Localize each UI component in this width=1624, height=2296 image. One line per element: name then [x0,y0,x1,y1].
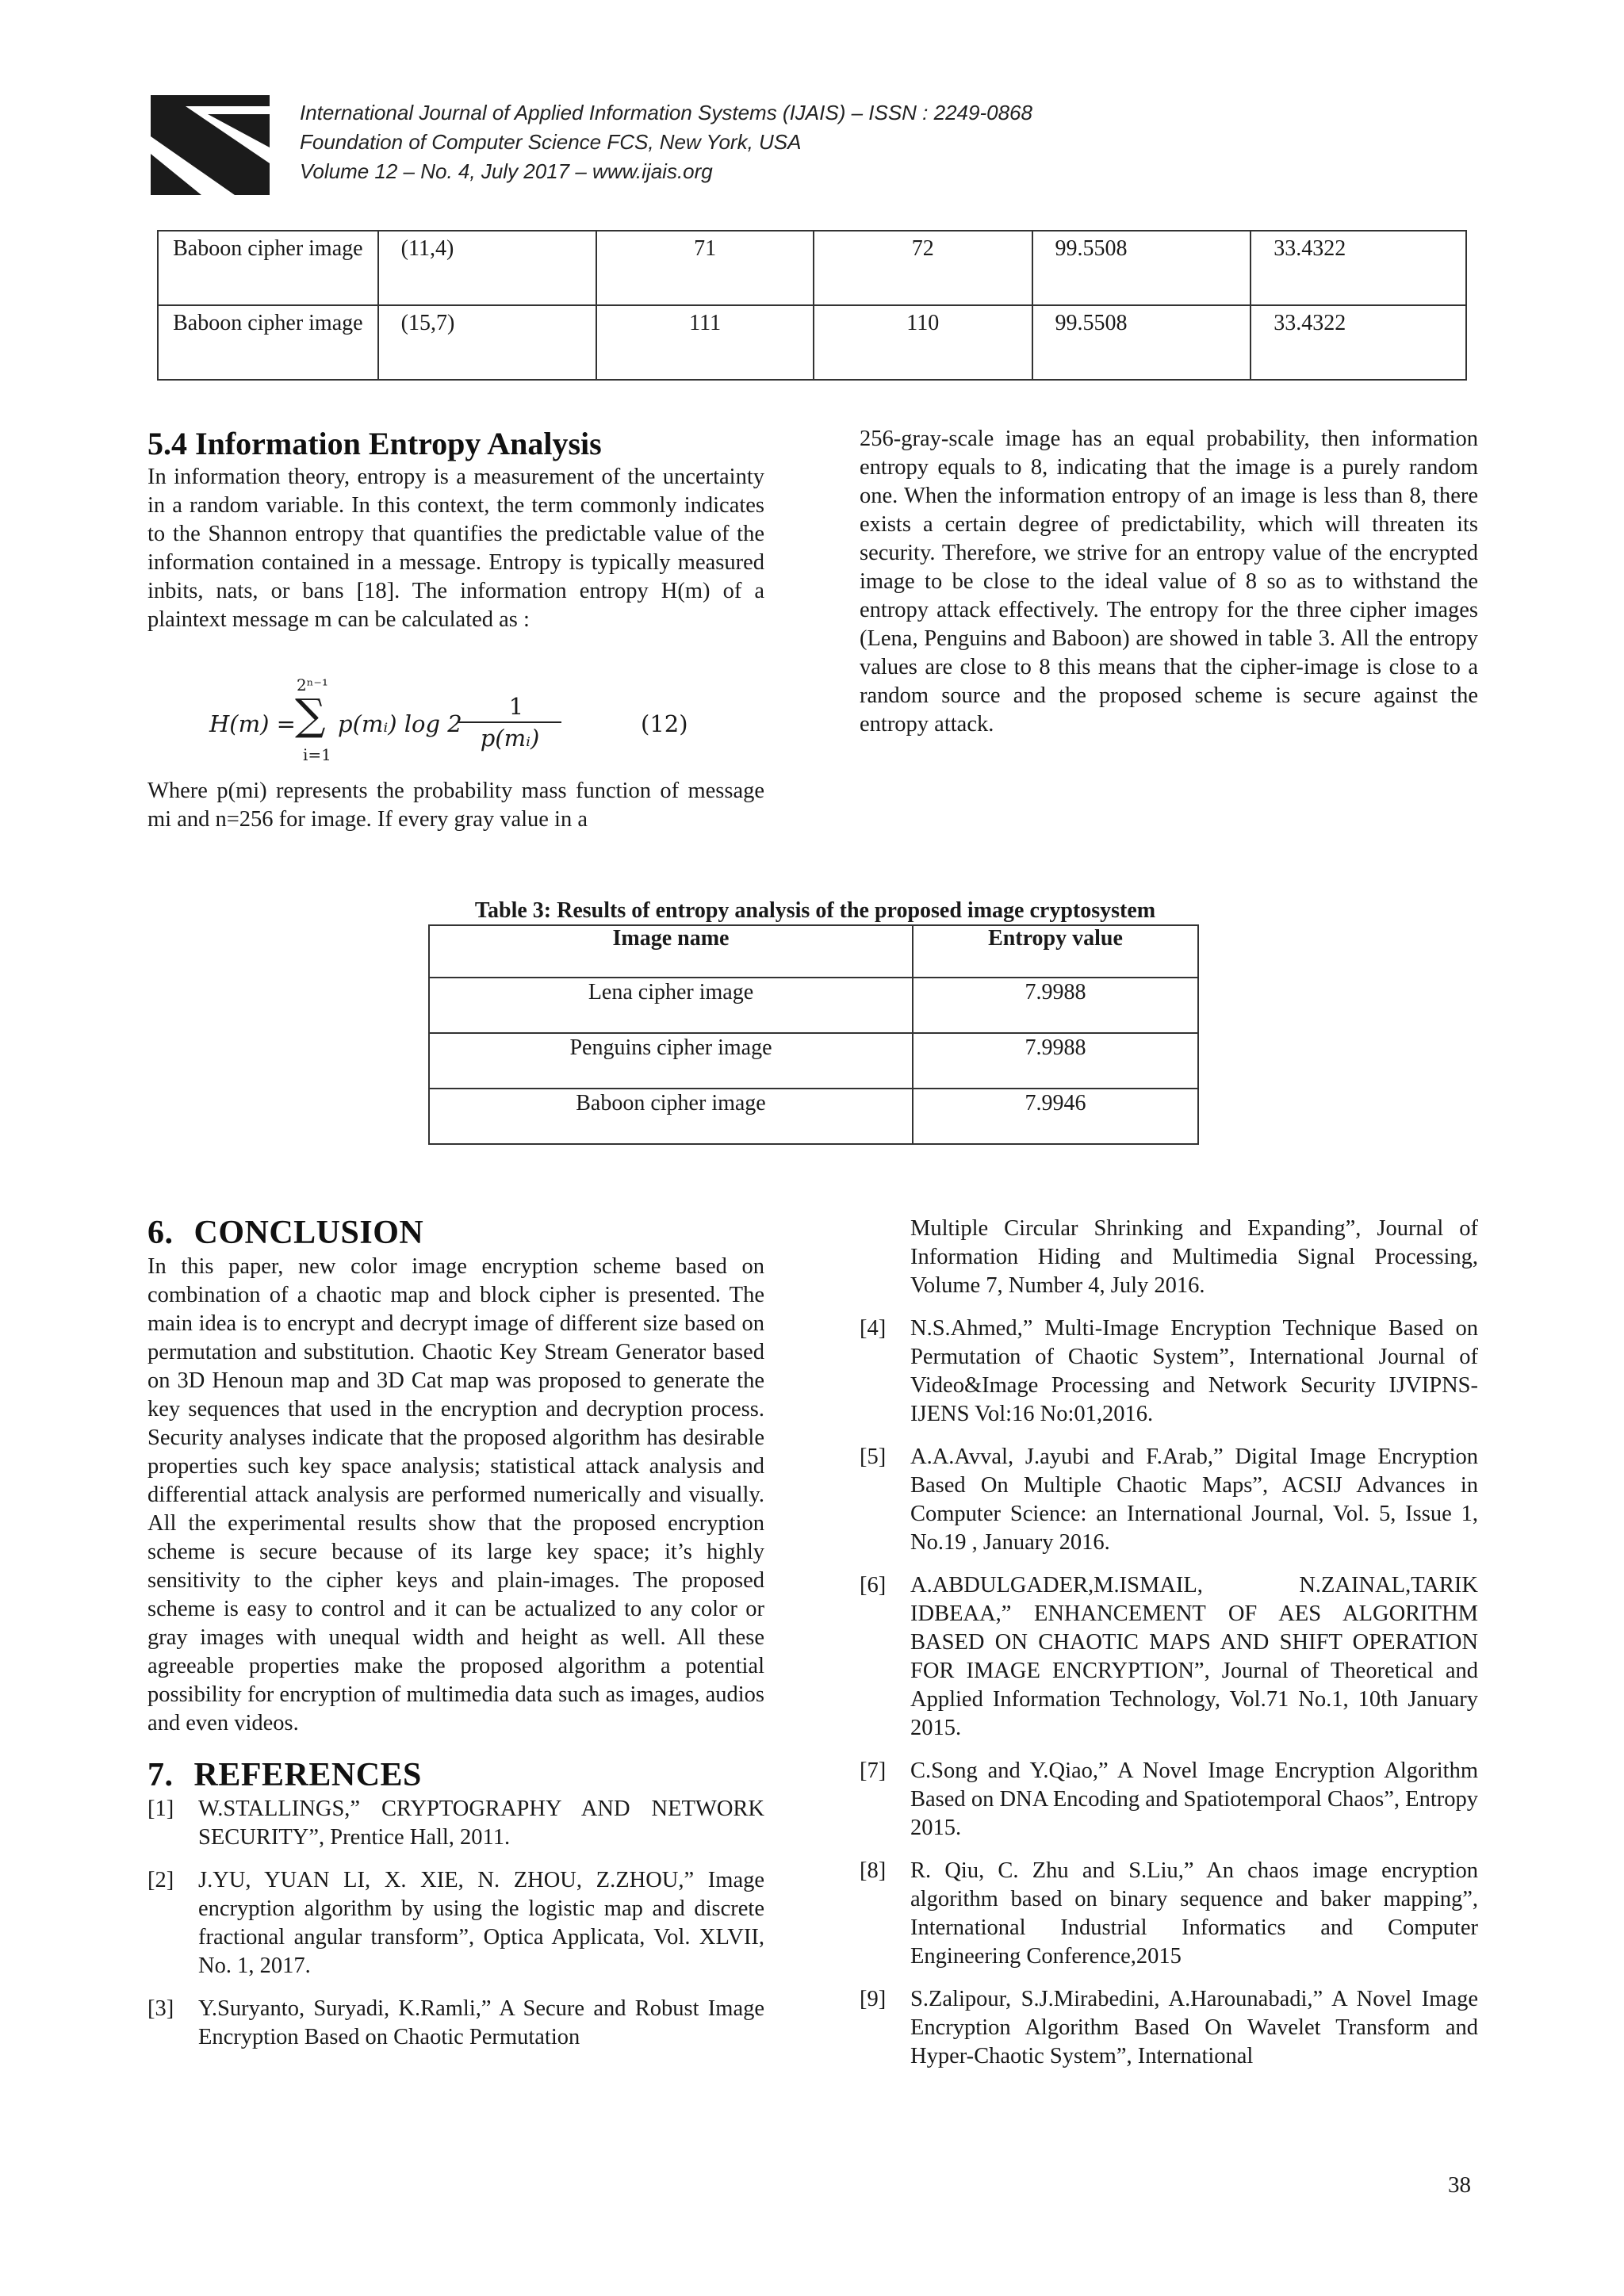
entropy-equation [147,675,764,771]
reference-item [860,1857,1478,1971]
header-journal-title: International Journal of Applied Information Systems (IJAIS) – ISSN : 2249-0868 [300,101,1032,124]
table-cell: 33.4322 [1251,231,1466,305]
table-cell: 7.9946 [913,1089,1198,1144]
reference-text: Y.Suryanto, Suryadi, K.Ramli,” A Secure and Robust Image Encryption Based on Chaotic Permutation [198,1996,764,2049]
reference-text: S.Zalipour, S.J.Mirabedini, A.Harounabadi,” A Novel Image Encryption Algorithm Based On Wavelet Transform and Hyper-Chaotic System”, International [910,1987,1478,2068]
table-cell: 111 [596,305,814,380]
reference-text: J.YU, YUAN LI, X. XIE, N. ZHOU, Z.ZHOU,” Image encryption algorithm by using the logistic map and discrete fractional angular transform”, Optica Applicata, Vol. XLVII, No. 1, 2017. [198,1868,764,1978]
section-number: 7. [147,1757,174,1793]
table-header-row [429,925,1198,978]
table-cell: 7.9988 [913,1033,1198,1089]
equation-term: p(mᵢ) log 2 [338,710,462,737]
reference-item [147,1995,764,2052]
conclusion-paragraph: In this paper, new color image encryption scheme based on combination of a chaotic map and block cipher is presented. The main idea is to encrypt and decrypt image of different size based on permutation and substitution. Chaotic Key Stream Generator based on 3D Henoun map and 3D Cat map was proposed to generate the key sequences that used in the encryption and decryption process. Security analyses indicate that the proposed algorithm has desirable properties such key space analysis; statistical attack analysis and differential attack analysis are performed numerically and visually. All the experimental results show that the proposed encryption scheme is secure because of its large key space; it’s highly sensitivity to the cipher keys and plain-images. The proposed scheme is easy to control and it can be actualized to any color or gray images with unequal width and height as well. All these agreeable properties make the proposed algorithm a potential possibility for encryption of multimedia data such as images, audios and even videos. [147,1254,764,1735]
reference-item [860,1757,1478,1843]
header-publisher: Foundation of Computer Science FCS, New York, USA [300,130,802,154]
reference-text: W.STALLINGS,” CRYPTOGRAPHY AND NETWORK SECURITY”, Prentice Hall, 2011. [198,1797,764,1850]
column-header: Entropy value [913,925,1198,978]
header-volume: Volume 12 – No. 4, July 2017 – www.ijais.org [300,159,713,183]
paragraph: Where p(mi) represents the probability mass function of message mi and n=256 for image. If every gray value in a [147,779,764,832]
summation-symbol: ∑ [295,690,326,740]
equation-number: (12) [641,710,688,737]
reference-number: [5] [860,1445,887,1469]
table-row [429,1089,1198,1144]
reference-number: [3] [147,1996,174,2021]
reference-number: [9] [860,1987,887,2011]
equation-denominator: p(mᵢ) [480,725,540,752]
table-cell: 72 [814,231,1032,305]
table-cell: (11,4) [378,231,597,305]
equation-lower-limit: i=1 [303,745,331,764]
reference-item [860,1985,1478,2071]
section-5-4-right [860,425,1478,739]
table-cell: 7.9988 [913,978,1198,1033]
section-title: CONCLUSION [193,1215,424,1251]
section-5-4-left-continued [147,777,764,834]
equation-numerator: 1 [508,693,524,720]
table-row [158,305,1466,380]
journal-header [300,98,1251,186]
reference-number: [7] [860,1758,887,1783]
table-cell: (15,7) [378,305,597,380]
fraction-bar [458,721,561,723]
section-heading [147,1755,764,1795]
table-cell: 99.5508 [1032,231,1251,305]
table-cell: 33.4322 [1251,305,1466,380]
column-header: Image name [429,925,913,978]
table-row [158,231,1466,305]
section-heading: 5.4 Information Entropy Analysis [147,426,602,461]
section-heading [147,1213,764,1253]
table-row [429,978,1198,1033]
reference-text: R. Qiu, C. Zhu and S.Liu,” An chaos image encryption algorithm based on binary sequence and baker mapping”, International Industrial Informatics and Computer Engineering Conference,2015 [910,1858,1478,1969]
reference-continuation: Multiple Circular Shrinking and Expanding”, Journal of Information Hiding and Multimedia Signal Processing, Volume 7, Number 4, July 2016. [910,1216,1478,1298]
reference-text: A.ABDULGADER,M.ISMAIL, N.ZAINAL,TARIK IDBEAA,” ENHANCEMENT OF AES ALGORITHM BASED ON CHAOTIC MAPS AND SHIFT OPERATION FOR IMAGE ENCRYPTION”, Journal of Theoretical and Applied Information Technology, Vol.71 No.1, 10th January 2015. [910,1573,1478,1740]
reference-number: [8] [860,1858,887,1883]
reference-number: [6] [860,1573,887,1598]
table-cell: Lena cipher image [429,978,913,1033]
table-cell: Baboon cipher image [158,305,378,380]
page-number: 38 [1448,2172,1471,2198]
section-title: REFERENCES [193,1757,422,1793]
results-table-continuation [157,230,1467,381]
conclusion-and-references-left [147,1213,764,2066]
equation-lhs: H(m) = [209,710,296,737]
equation-upper-limit: 2ⁿ⁻¹ [297,675,328,695]
reference-number: [4] [860,1316,887,1341]
section-5-4-left [147,425,764,634]
reference-item [147,1795,764,1852]
reference-text: N.S.Ahmed,” Multi-Image Encryption Technique Based on Permutation of Chaotic System”, International Journal of Video&Image Processing and Network Security IJVIPNS-IJENS Vol:16 No:01,2016. [910,1316,1478,1426]
reference-number: [1] [147,1797,174,1821]
table-cell: Baboon cipher image [158,231,378,305]
reference-item [147,1866,764,1980]
table-caption: Table 3: Results of entropy analysis of the proposed image cryptosystem [474,898,1156,923]
section-number: 6. [147,1215,174,1251]
reference-number: [2] [147,1868,174,1892]
table-cell: Penguins cipher image [429,1033,913,1089]
table-cell: 110 [814,305,1032,380]
paragraph: 256-gray-scale image has an equal probability, then information entropy equals to 8, indicating that the image is a purely random one. When the information entropy of an image is less than 8, there exists a certain degree of predictability, which will threaten its security. Therefore, we strive for an entropy value of the encrypted image to be close to the ideal value of 8 so as to withstand the entropy attack effectively. The entropy for the three cipher images (Lena, Penguins and Baboon) are showed in table 3. All the entropy values are close to 8 this means that the cipher-image is close to a random source and the proposed scheme is secure against the entropy attack. [860,427,1478,737]
table-cell: 99.5508 [1032,305,1251,380]
reference-text: A.A.Avval, J.ayubi and F.Arab,” Digital Image Encryption Based On Multiple Chaotic Maps”, ACSIJ Advances in Computer Science: an International Journal, Vol. 5, Issue 1, No.19 , January 2016. [910,1445,1478,1555]
reference-text: C.Song and Y.Qiao,” A Novel Image Encryption Algorithm Based on DNA Encoding and Spatiotemporal Chaos”, Entropy 2015. [910,1758,1478,1840]
table-row [429,1033,1198,1089]
table-cell: 71 [596,231,814,305]
reference-item [860,1571,1478,1743]
paragraph: In information theory, entropy is a measurement of the uncertainty in a random variable. In this context, the term commonly indicates to the Shannon entropy that quantifies the predictable value of the information contained in a message. Entropy is typically measured inbits, nats, or bans [18]. The information entropy H(m) of a plaintext message m can be calculated as : [147,465,764,632]
table-cell: Baboon cipher image [429,1089,913,1144]
entropy-results-table [428,924,1199,1145]
references-right [860,1215,1478,2085]
reference-item [860,1443,1478,1557]
journal-logo [151,95,270,195]
reference-item [860,1314,1478,1429]
